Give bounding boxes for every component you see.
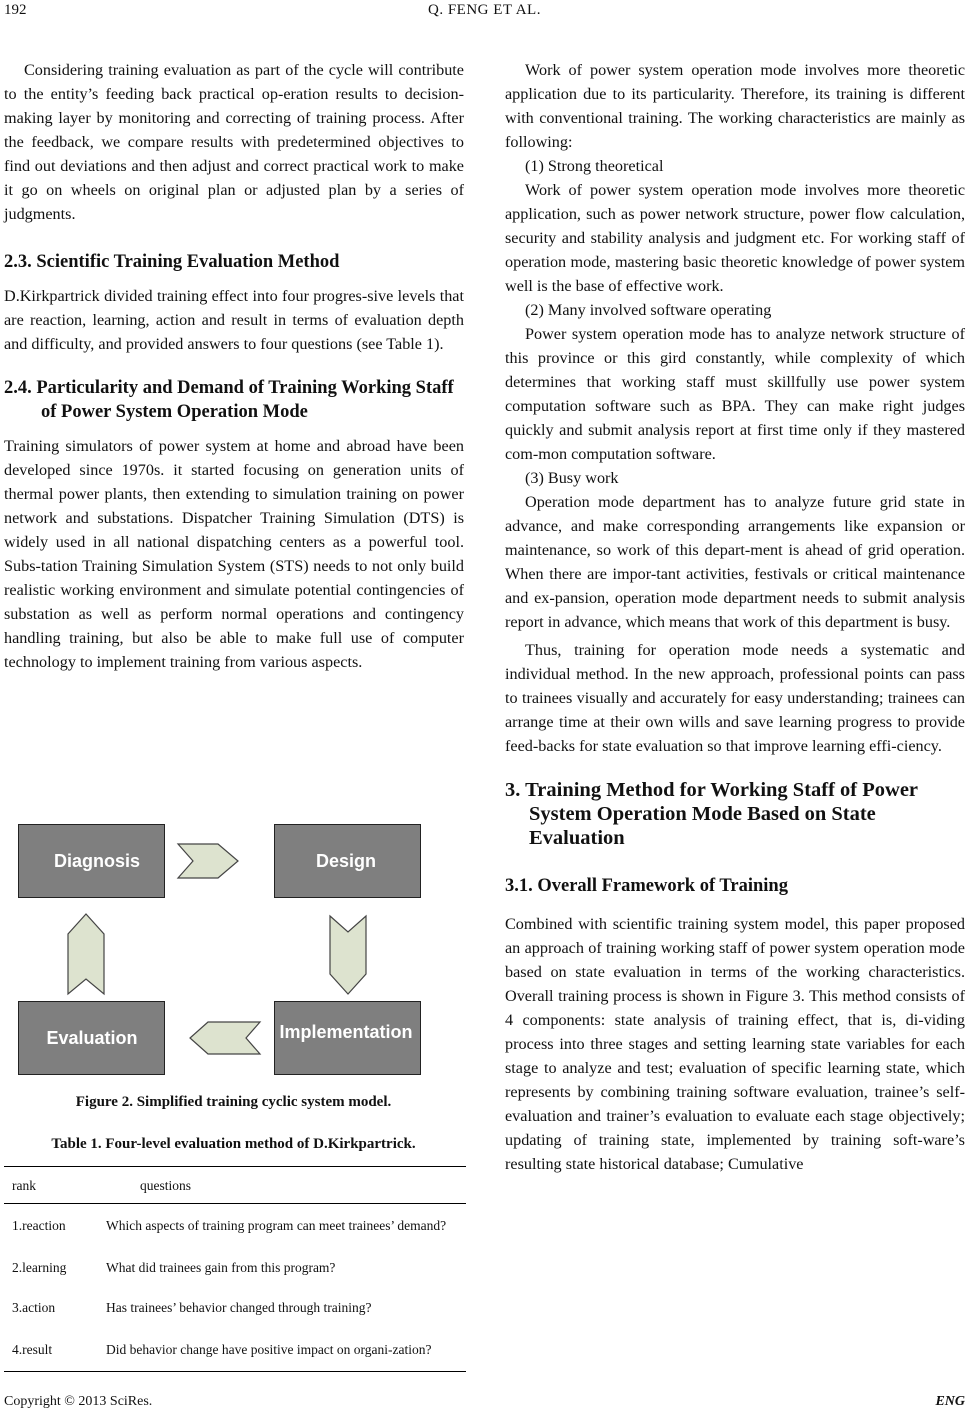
table-cell: 4.result — [4, 1328, 102, 1372]
section-heading: 3. Training Method for Working Staff of Power System Operation Mode Based on State Evaluation — [505, 779, 918, 849]
table-row — [4, 1328, 466, 1372]
paragraph: Combined with scientific training system model, this paper proposed an approach of training working staff of power system operation mode based on state evaluation in terms of the working characteristics. Overall training process is shown in Figure 3. This method consists of 4 components: state analysis of training effect, that is, di-viding process into three stages and setting learning state variables for each stage to analyze and test; evaluation of specific learning state, which represents by combining training software evaluation, trainee’s self-evaluation and trainer’s evaluation to evaluate each stage objectively; updating of training state, implemented by training soft-ware’s resulting state historical database; Cumulative — [505, 915, 965, 1173]
list-item: (1) Strong theoretical — [525, 157, 664, 175]
journal-name: ENG — [935, 1394, 965, 1409]
table-row — [4, 1288, 466, 1328]
table-header-cell: questions — [102, 1167, 466, 1204]
running-title: Q. FENG ET AL. — [428, 2, 541, 18]
section-heading: 2.4. Particularity and Demand of Training Working Staff of Power System Operation Mode — [4, 378, 454, 422]
paragraph: Power system operation mode has to analyze network structure of this province or this gird constantly, while complexity of which determines that working staff must skillfully use power system computation software such as BPA. They can make right judges quickly and submit analysis report at first time only if they mastered com-mon computation software. — [505, 325, 965, 463]
list-item: (2) Many involved software operating — [525, 301, 772, 319]
table-caption: Table 1. Four-level evaluation method of D.Kirkpartrick. — [51, 1136, 416, 1152]
figure-caption: Figure 2. Simplified training cyclic system model. — [75, 1094, 392, 1110]
up-arrow — [68, 914, 104, 994]
down-arrow — [330, 916, 366, 994]
design-label: Design — [315, 851, 377, 871]
table-cell: What did trainees gain from this program? — [106, 1260, 336, 1275]
table-header-cell: rank — [4, 1167, 102, 1204]
evaluation-table — [4, 1166, 466, 1372]
right-arrow — [178, 844, 238, 878]
training-cycle-diagram — [18, 824, 422, 1076]
table-cell: 2.learning — [12, 1260, 67, 1275]
paragraph: Operation mode department has to analyze future grid state in advance, and make corresponding arrangements like expansion or maintenance, so work of this depart-ment is ahead of grid operation. When there are impor-tant activities, festivals or critical maintenance and ex-pansion, operation mode department needs to submit analysis report in advance, which means that work of this department is busy. — [505, 493, 965, 631]
table-cell: Did behavior change have positive impact on organi-zation? — [102, 1328, 466, 1372]
table-row — [4, 1204, 466, 1248]
right-column — [505, 58, 965, 1176]
list-item: (3) Busy work — [525, 469, 619, 487]
paragraph: Work of power system operation mode involves more theoretic application due to its particularity. Therefore, its training is different with conventional training. The working characteristics are mainly as following: — [505, 61, 965, 151]
left-arrow — [190, 1022, 260, 1054]
subsection-heading: 3.1. Overall Framework of Training — [505, 876, 788, 896]
paragraph: Thus, training for operation mode needs a systematic and individual method. In the new approach, professional points can pass to trainees visually and accurately for easy understanding; trainees can arrange time at their own wills and save learning progress to provide feed-backs for state evaluation so that improve learning effi-ciency. — [505, 641, 965, 755]
table-cell: Has trainees’ behavior changed through training? — [106, 1300, 372, 1315]
left-column — [4, 58, 464, 674]
paragraph: Considering training evaluation as part of the cycle will contribute to the entity’s feeding back practical op-eration results to decision-making layer by monitoring and correcting of training process. After the feedback, we compare results with predetermined objectives to find out deviations and then adjust and correct practical work to make it go on wheels on original plan or adjusted plan by a series of judgments. — [4, 61, 464, 223]
implementation-label: Implementation — [279, 1022, 413, 1042]
section-heading: 2.3. Scientific Training Evaluation Method — [4, 252, 340, 272]
table-cell: Which aspects of training program can meet trainees’ demand? — [106, 1218, 447, 1234]
table-cell: 3.action — [12, 1300, 56, 1315]
paragraph: D.Kirkpartrick divided training effect into four progres-sive levels that are reaction, learning, action and result in terms of evaluation depth and difficulty, and provided answers to four questions (see Table 1). — [4, 287, 464, 353]
evaluation-label: Evaluation — [46, 1028, 138, 1048]
paragraph: Work of power system operation mode involves more theoretic application, such as power network structure, power flow calculation, security and stability analysis and judgment etc. For working staff of operation mode, mastering basic theoretic knowledge of power system well is the base of effective work. — [505, 181, 965, 295]
diagnosis-label: Diagnosis — [53, 851, 141, 871]
paragraph: Training simulators of power system at home and abroad have been developed since 1970s. it started focusing on generation units of thermal power plants, then extending to simulation training on power network and substations. Dispatcher Training Simulation (DTS) is widely used in all national dispatching centers as a powerful tool. Subs-tation Training Simulation System (STS) needs to not only build realistic working environment and simulate potential contingencies of substation as well as perform normal operations and contingency handling training, but also be able to make full use of computer technology to implement training from various aspects. — [4, 437, 464, 671]
copyright: Copyright © 2013 SciRes. — [4, 1394, 153, 1409]
table-cell: 1.reaction — [12, 1218, 66, 1234]
page-number: 192 — [4, 2, 27, 18]
table-row — [4, 1248, 466, 1288]
table-header-row — [4, 1167, 466, 1204]
